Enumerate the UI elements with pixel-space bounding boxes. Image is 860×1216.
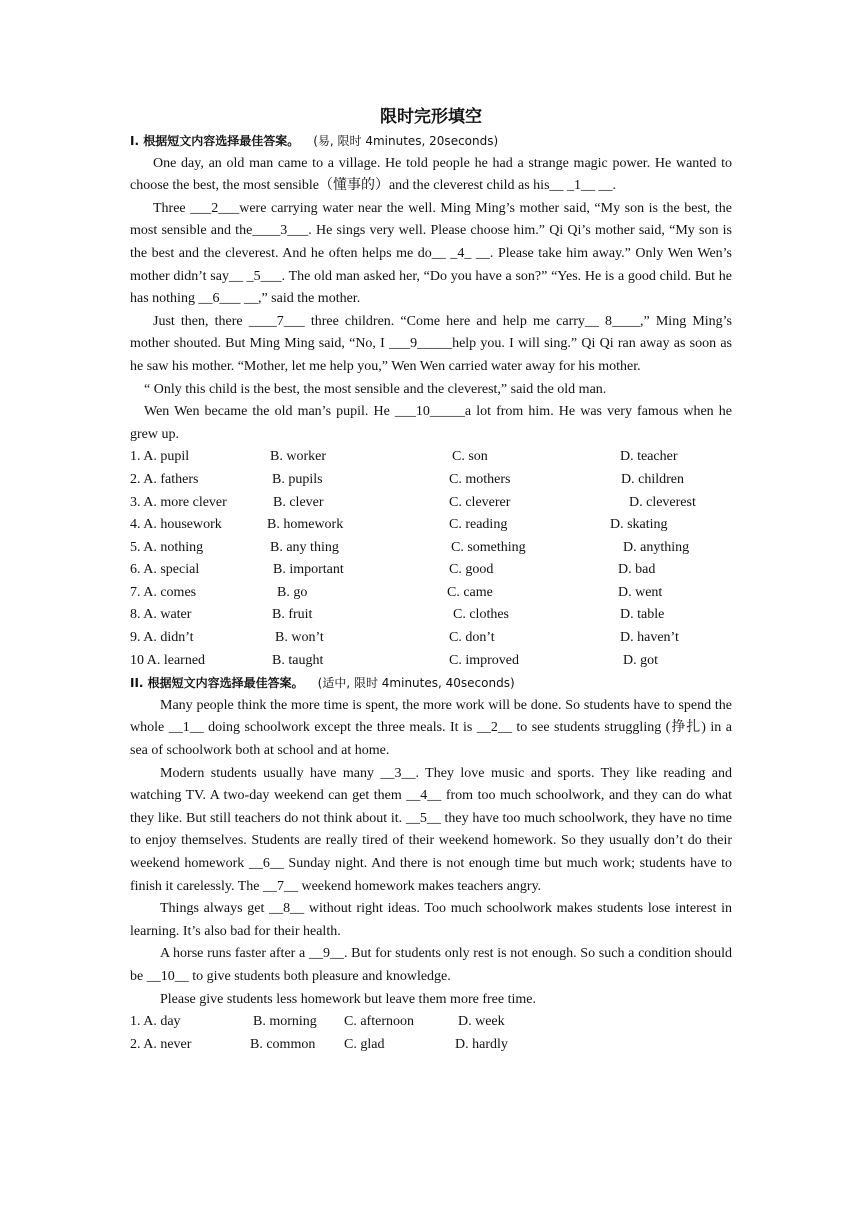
section1-paragraph: Three ___2___were carrying water near the well. Ming Ming’s mother said, “My son is the best, the most sensible and the____3___. He sings very well. Please choose him.” Qi Qi’s mother said, “My son is the best and the cleverest. And he often helps me do__ _4_ __. Please take him away.” Only Wen Wen’s mother didn’t say__ _5___. The old man asked her, “Do you have a son?” “Yes. He is a good child. But he has nothing __6___ __,” said the mother. (130, 200, 732, 307)
option-c: C. don’t (449, 630, 495, 646)
section2-paragraph: Things always get __8__ without right ideas. Too much schoolwork makes students lose interest in learning. It’s also bad for their health. (130, 901, 732, 939)
section2-heading (130, 672, 732, 695)
option-c: C. good (449, 562, 494, 578)
worksheet-page (130, 104, 732, 1056)
page-title: 限时完形填空 (380, 107, 482, 126)
section1-question-list (130, 446, 732, 672)
section2-heading-text: II. 根据短文内容选择最佳答案。 (130, 676, 304, 691)
option-a: 2. A. never (130, 1036, 192, 1052)
option-c: C. improved (449, 652, 519, 668)
option-c: C. clothes (453, 607, 509, 623)
section2-paragraph: Please give students less homework but leave them more free time. (160, 991, 536, 1007)
option-a: 5. A. nothing (130, 539, 204, 555)
section2-question-list (130, 1011, 732, 1056)
option-a: 6. A. special (130, 562, 200, 578)
option-a: 9. A. didn’t (130, 630, 194, 646)
question-row (130, 627, 732, 650)
section2-paragraph: Many people think the more time is spent, the more work will be done. So students have to spend the whole __1__ doing schoolwork except the three meals. It is __2__ to see students struggling (挣扎) in a sea of schoolwork both at school and at home. (130, 697, 732, 759)
question-row (130, 469, 732, 492)
option-d: D. bad (618, 562, 656, 578)
option-d: D. anything (623, 539, 690, 555)
section1-heading-text: I. 根据短文内容选择最佳答案。 (130, 134, 300, 148)
option-a: 4. A. housework (130, 517, 222, 533)
option-b: B. common (250, 1036, 316, 1052)
section2-paragraph: Modern students usually have many __3__. They love music and sports. They like reading and watching TV. A two-day weekend can get them __4__ from too much schoolwork, and they can do what they like. But still teachers do not think about it. __5__ they have too much schoolwork, they have no time to enjoy themselves. Students are really tired of their weekend homework. So they usually don’t do their weekend homework __6__ Sunday night. And there is not enough time but much work; students have to finish it carelessly. The __7__ weekend homework makes teachers angry. (130, 765, 732, 894)
option-b: B. clever (273, 494, 324, 510)
option-a: 1. A. pupil (130, 449, 190, 465)
option-b: B. won’t (275, 630, 324, 646)
section1-paragraph: One day, an old man came to a village. He told people he had a strange magic power. He wanted to choose the best, the most sensible（懂事的）and the cleverest child as his__ _1__ __. (130, 155, 732, 194)
option-c: C. reading (449, 517, 508, 533)
option-c: C. afternoon (344, 1014, 414, 1030)
option-b: B. morning (253, 1014, 317, 1030)
option-d: D. hardly (455, 1036, 508, 1052)
question-row (130, 582, 732, 605)
question-row (130, 559, 732, 582)
option-b: B. taught (272, 652, 324, 668)
option-c: C. mothers (449, 471, 511, 487)
section1-paragraph: Wen Wen became the old man’s pupil. He ___10_____a lot from him. He was very famous when he grew up. (130, 404, 732, 442)
question-row (130, 604, 732, 627)
option-c: C. son (452, 449, 488, 465)
option-a: 10 A. learned (130, 652, 206, 668)
option-d: D. skating (610, 517, 668, 533)
option-d: D. got (623, 652, 658, 668)
option-b: B. go (277, 584, 308, 600)
option-b: B. worker (270, 449, 326, 465)
question-row (130, 446, 732, 469)
option-d: D. children (621, 471, 684, 487)
option-d: D. table (620, 607, 665, 623)
option-a: 1. A. day (130, 1014, 181, 1030)
option-a: 3. A. more clever (130, 494, 227, 510)
question-row (130, 1011, 732, 1034)
question-row (130, 537, 732, 560)
question-row (130, 1034, 732, 1057)
option-b: B. any thing (270, 539, 339, 555)
section1-time-note: (易, 限时 4minutes, 20seconds) (313, 134, 499, 148)
option-d: D. cleverest (629, 494, 696, 510)
option-c: C. cleverer (449, 494, 511, 510)
option-b: B. important (273, 562, 344, 578)
option-c: C. something (451, 539, 526, 555)
section2-paragraph: A horse runs faster after a __9__. But for students only rest is not enough. So such a condition should be __10__ to give students both pleasure and knowledge. (130, 946, 732, 984)
section1-paragraph: Just then, there ____7___ three children. “Come here and help me carry__ 8____,” Ming Ming’s mother shouted. But Ming Ming said, “No, I ___9_____help you. I will sing.” Qi Qi ran away as soon as he saw his mother. “Mother, let me help you,” Wen Wen carried water away for his mother. (130, 313, 732, 374)
option-b: B. pupils (272, 471, 323, 487)
option-a: 2. A. fathers (130, 471, 199, 487)
option-c: C. came (447, 584, 493, 600)
option-d: D. teacher (620, 449, 678, 465)
section1-paragraph: “ Only this child is the best, the most sensible and the cleverest,” said the old man. (144, 381, 607, 397)
option-d: D. went (618, 584, 663, 600)
option-a: 7. A. comes (130, 584, 197, 600)
section1-heading (130, 130, 732, 153)
option-b: B. fruit (272, 607, 313, 623)
option-d: D. week (458, 1014, 505, 1030)
question-row (130, 492, 732, 515)
question-row (130, 514, 732, 537)
section2-time-note: (适中, 限时 4minutes, 40seconds) (317, 676, 515, 691)
option-d: D. haven’t (620, 630, 679, 646)
question-row (130, 650, 732, 673)
option-c: C. glad (344, 1036, 385, 1052)
option-a: 8. A. water (130, 607, 192, 623)
option-b: B. homework (267, 517, 344, 533)
